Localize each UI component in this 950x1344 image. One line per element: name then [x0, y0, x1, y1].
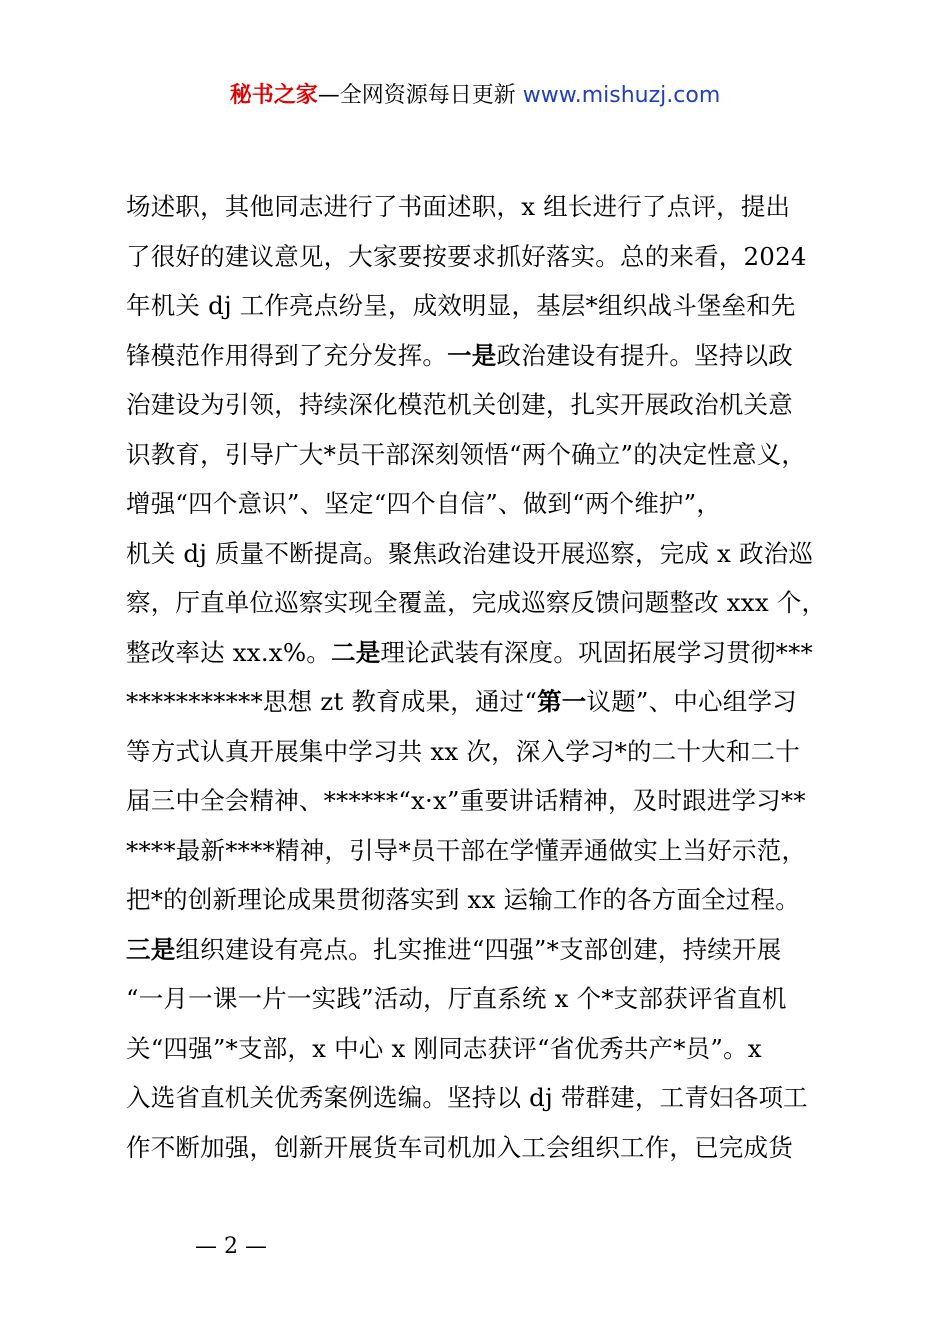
text-run: 机关 dj 质量不断提高。聚焦政治建设开展巡察，完成 x 政治巡: [126, 538, 814, 568]
text-run: 年机关 dj 工作亮点纷呈，成效明显，基层*组织战斗堡垒和先: [126, 291, 796, 320]
text-line: [126, 677, 826, 727]
text-line: [126, 479, 826, 529]
text-line: [126, 1024, 826, 1074]
text-line: [126, 826, 826, 876]
text-run: 增强“四个意识”、坚定“四个自信”、做到“两个维护”，: [126, 489, 722, 518]
text-run: 了很好的建议意见，大家要按要求抓好落实。总的来看，2024: [126, 241, 807, 271]
site-url[interactable]: www.mishuzj.com: [522, 83, 721, 108]
text-run: 届三中全会精神、******“x·x”重要讲话精神，及时跟进学习**: [126, 786, 806, 815]
text-line: [126, 578, 826, 628]
text-line: [126, 875, 826, 925]
page-number: — 2 —: [195, 1234, 267, 1259]
text-run: 场述职，其他同志进行了书面述职，x 组长进行了点评，提出: [126, 192, 791, 221]
text-run: 察，厅直单位巡察实现全覆盖，完成巡察反馈问题整改 xxx 个，: [126, 588, 826, 617]
text-line: [126, 974, 826, 1024]
text-line: [126, 380, 826, 430]
header-tagline: —全网资源每日更新: [317, 83, 516, 108]
text-run: 等方式认真开展集中学习共 xx 次，深入学习*的二十大和二十: [126, 736, 800, 766]
text-line: [126, 331, 826, 381]
document-body: [126, 182, 826, 1172]
text-run: 把*的创新理论成果贯彻落实到 xx 运输工作的各方面全过程。: [126, 885, 800, 914]
bold-text-run: 二是: [331, 637, 381, 667]
text-run: ***********思想 zt 教育成果，通过“: [126, 687, 538, 716]
text-line: [126, 281, 826, 331]
text-line: [126, 430, 826, 480]
text-run: 整改率达 xx.x%。: [126, 637, 332, 667]
text-line: [126, 232, 826, 282]
text-line: [126, 925, 826, 975]
text-line: [126, 182, 826, 232]
bold-text-run: 一是: [447, 340, 497, 370]
brand-name: 秘书之家: [229, 83, 318, 108]
bold-text-run: 三是: [126, 934, 176, 964]
text-run: 锋模范作用得到了充分发挥。: [126, 340, 448, 370]
text-line: [126, 776, 826, 826]
text-line: [126, 1073, 826, 1123]
text-run: “一月一课一片一实践”活动，厅直系统 x 个*支部获评省直机: [126, 984, 787, 1013]
text-run: ****最新****精神，引导*员干部在学懂弄通做实上当好示范，: [126, 835, 807, 865]
text-line: [126, 628, 826, 678]
text-run: 组织建设有亮点。扎实推进“四强”*支部创建，持续开展: [175, 934, 782, 964]
text-run: 治建设为引领，持续深化模范机关创建，扎实开展政治机关意: [126, 390, 793, 419]
text-line: [126, 727, 826, 777]
site-header: [0, 80, 950, 112]
text-run: 关“四强”*支部，x 中心 x 刚同志获评“省优秀共产*员”。x: [126, 1033, 762, 1063]
text-run: 识教育，引导广大*员干部深刻领悟“两个确立”的决定性意义，: [126, 439, 807, 469]
text-line: [126, 1123, 826, 1173]
text-run: 入选省直机关优秀案例选编。坚持以 dj 带群建，工青妇各项工: [126, 1083, 808, 1112]
text-run: 议题”、中心组学习: [586, 687, 797, 716]
bold-text-run: 第一: [537, 687, 587, 716]
text-run: 作不断加强，创新开展货车司机加入工会组织工作，已完成货: [126, 1132, 793, 1162]
text-run: 政治建设有提升。坚持以政: [496, 340, 793, 370]
text-run: 理论武装有深度。巩固拓展学习贯彻***: [380, 637, 813, 667]
text-line: [126, 529, 826, 579]
